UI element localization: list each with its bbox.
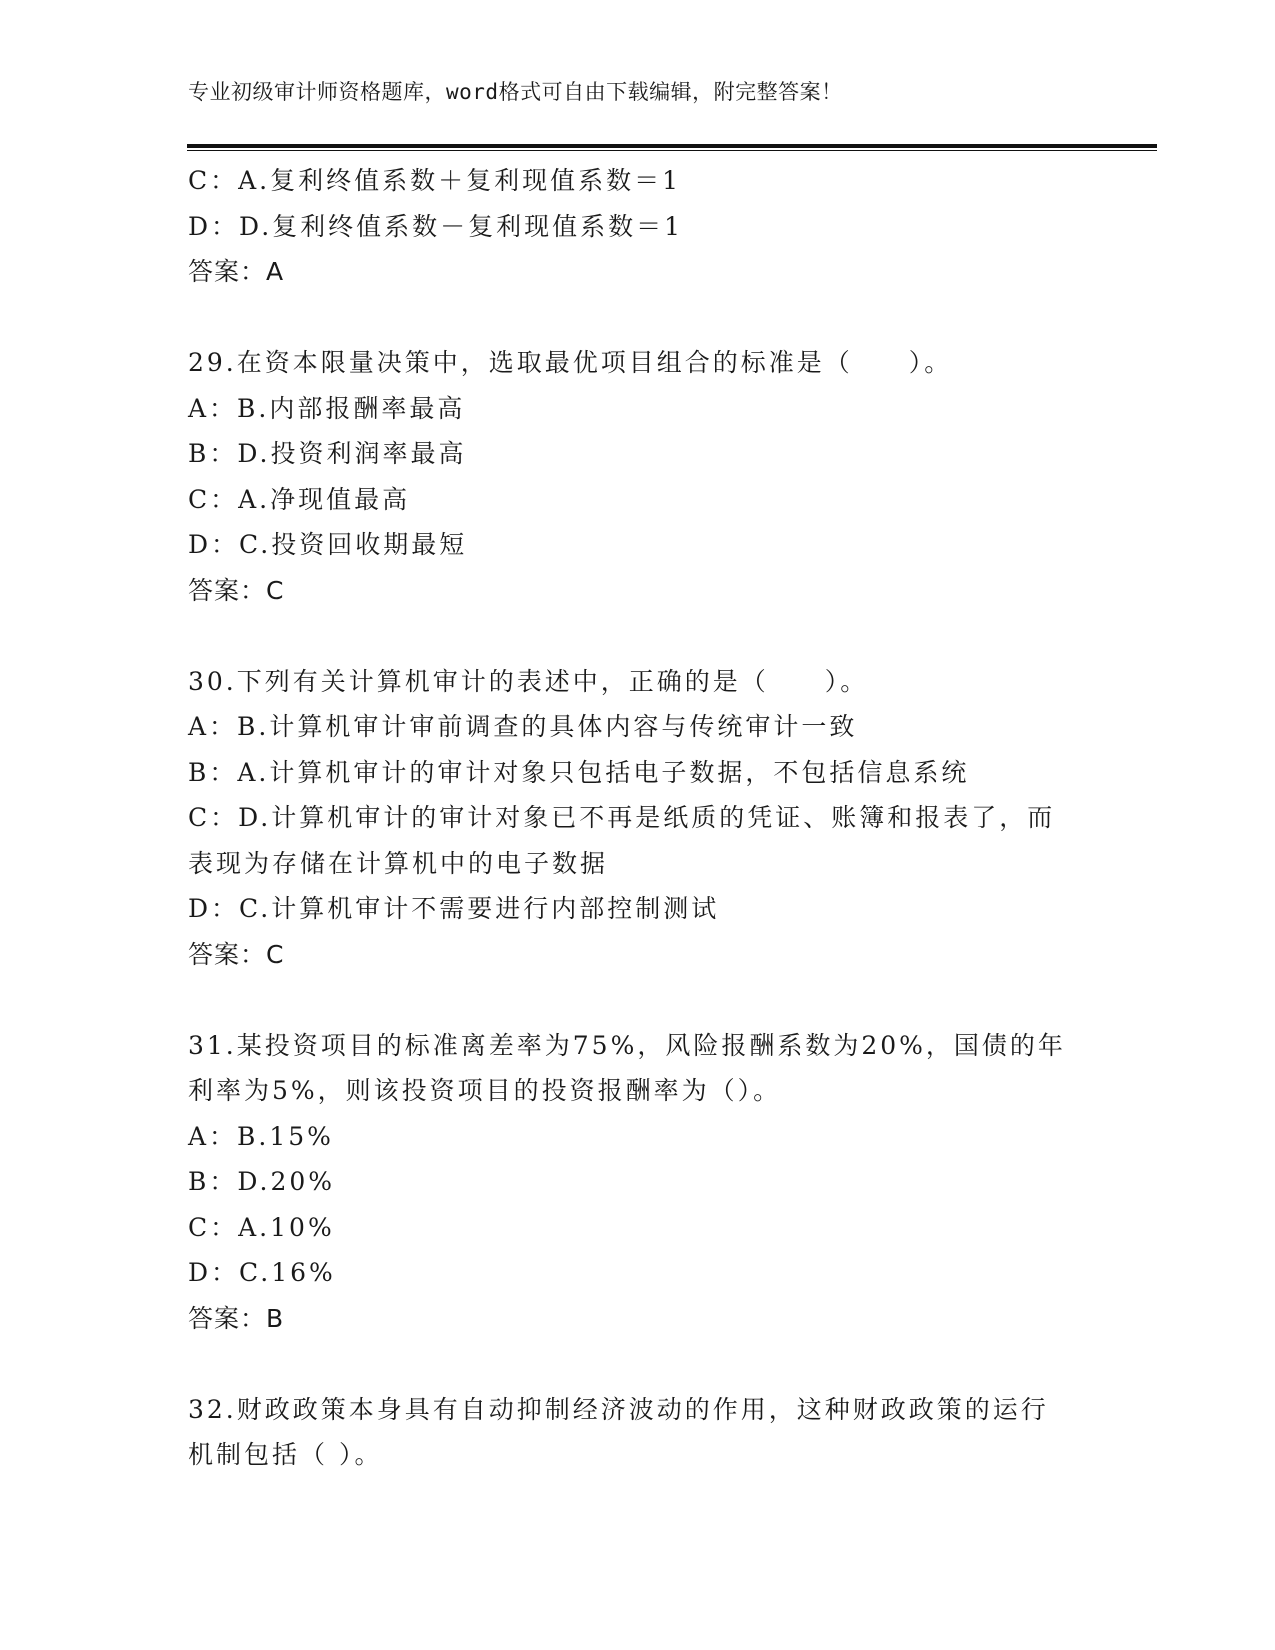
page-header: 专业初级审计师资格题库，word格式可自由下载编辑，附完整答案！ — [188, 80, 843, 104]
option-d: D：C.投资回收期最短 — [188, 530, 468, 559]
answer-line: 答案：C — [188, 575, 285, 605]
spacer — [188, 295, 1088, 341]
option-c: C：A.10% — [188, 1212, 335, 1242]
spacer — [188, 1341, 1088, 1387]
question-stem: 32.财政政策本身具有自动抑制经济波动的作用，这种财政政策的运行 — [188, 1394, 1049, 1424]
option-b: B：D.20% — [188, 1167, 336, 1196]
option-d: D：C.16% — [188, 1258, 336, 1287]
option-d: D：C.计算机审计不需要进行内部控制测试 — [188, 894, 720, 923]
answer-line: 答案：A — [188, 257, 285, 286]
spacer — [188, 613, 1088, 659]
prev-question-tail — [188, 158, 1088, 295]
question-29 — [188, 340, 1088, 613]
header-rule-thick — [187, 144, 1157, 148]
option-a: A：B.15% — [188, 1121, 334, 1151]
option-a: A：B.计算机审计审前调查的具体内容与传统审计一致 — [188, 712, 858, 741]
answer-line: 答案：B — [188, 1303, 285, 1333]
question-stem-continued: 机制包括（ ）。 — [188, 1440, 383, 1469]
header-rule-thin — [187, 150, 1157, 151]
option-line: C：A.复利终值系数＋复利现值系数＝1 — [188, 166, 682, 195]
question-30 — [188, 659, 1088, 978]
answer-line: 答案：C — [188, 939, 285, 969]
option-c-continued: 表现为存储在计算机中的电子数据 — [188, 848, 609, 878]
option-b: B：D.投资利润率最高 — [188, 439, 467, 468]
question-32 — [188, 1387, 1088, 1478]
option-a: A：B.内部报酬率最高 — [188, 393, 466, 423]
question-stem-continued: 利率为5%，则该投资项目的投资报酬率为（）。 — [188, 1076, 782, 1105]
option-b: B：A.计算机审计的审计对象只包括电子数据，不包括信息系统 — [188, 757, 970, 787]
spacer — [188, 977, 1088, 1023]
option-line: D：D.复利终值系数－复利现值系数＝1 — [188, 211, 684, 241]
question-stem: 30.下列有关计算机审计的表述中，正确的是（ ）。 — [188, 666, 869, 696]
question-31 — [188, 1023, 1088, 1342]
question-stem: 29.在资本限量决策中，选取最优项目组合的标准是（ ）。 — [188, 348, 953, 377]
question-content — [188, 158, 1088, 1478]
option-c: C：D.计算机审计的审计对象已不再是纸质的凭证、账簿和报表了，而 — [188, 803, 1056, 832]
question-stem: 31.某投资项目的标准离差率为75%，风险报酬系数为20%，国债的年 — [188, 1030, 1066, 1060]
option-c: C：A.净现值最高 — [188, 484, 411, 514]
